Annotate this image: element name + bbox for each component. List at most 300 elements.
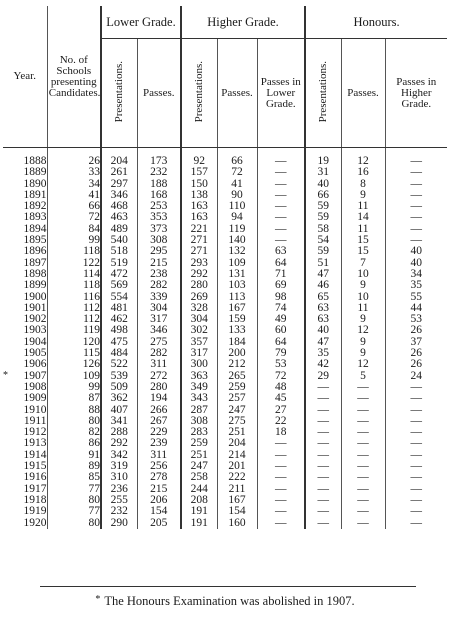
- honours-presentations-cell-value: —: [317, 380, 330, 393]
- honours-passes-cell-value: 7: [360, 256, 366, 269]
- honours-passes-in-higher-cell-value: 26: [410, 358, 423, 371]
- honours-passes-cell-value: 11: [357, 200, 369, 213]
- honours-passes-cell-value: 9: [360, 335, 366, 348]
- lower-presentations-cell-value: 554: [110, 290, 128, 303]
- honours-presentations-cell-value: 63: [317, 313, 330, 326]
- table-row: [3, 461, 447, 472]
- higher-presentations-cell-value: 271: [190, 234, 208, 247]
- year-cell-value: 1891: [23, 188, 47, 201]
- table-row: [3, 246, 447, 257]
- year-column-header: Year.: [3, 6, 47, 148]
- lower-presentations-cell-value: 475: [110, 335, 128, 348]
- honours-passes-in-higher-cell-value: —: [410, 505, 423, 518]
- honours-passes-in-higher-cell-value: —: [410, 426, 423, 439]
- honours-presentations-cell-value: 54: [317, 234, 330, 247]
- higher-passes-in-lower-cell-value: 72: [275, 369, 287, 382]
- higher-passes-cell-value: 133: [228, 324, 246, 337]
- higher-passes-cell-value: 222: [228, 471, 246, 484]
- higher-presentations-cell-value: 308: [190, 414, 208, 427]
- honours-passes-in-higher-cell-value: 44: [410, 301, 423, 314]
- honours-presentations-cell-value: —: [317, 403, 330, 416]
- higher-passes-in-lower-cell-value: —: [275, 155, 287, 167]
- honours-presentations-cell-value: 35: [317, 347, 330, 360]
- honours-passes-cell-value: 10: [357, 267, 369, 280]
- lower-passes-cell-value: 229: [150, 426, 168, 439]
- higher-passes-cell: [217, 518, 257, 529]
- lower-presentations-cell-value: 540: [110, 234, 128, 247]
- higher-passes-in-lower-cell-value: 18: [275, 426, 287, 439]
- schools-cell-value: 34: [88, 177, 100, 190]
- schools-cell-value: 85: [88, 471, 100, 484]
- lower-passes-cell-value: 194: [150, 392, 168, 405]
- higher-passes-cell-value: 159: [228, 313, 246, 326]
- higher-passes-cell-value: 214: [228, 448, 246, 461]
- honours-presentations-cell-value: —: [317, 516, 330, 529]
- year-cell-value: 1919: [23, 505, 47, 518]
- lower-presentations-cell-value: 297: [110, 177, 128, 190]
- higher-passes-cell-value: 154: [228, 505, 246, 518]
- higher-passes-cell-value: 113: [228, 290, 246, 303]
- honours-passes-cell-value: 15: [357, 234, 369, 247]
- schools-cell-value: 33: [88, 166, 100, 179]
- honours-passes-cell-value: —: [357, 448, 369, 461]
- lower-passes-cell-value: 168: [150, 188, 168, 201]
- schools-cell-value: 122: [82, 256, 100, 269]
- footnote-rule: [40, 586, 416, 587]
- honours-presentations-cell: [305, 518, 341, 529]
- higher-presentations-cell-value: 283: [190, 426, 208, 439]
- higher-passes-cell-value: 259: [228, 380, 246, 393]
- year-cell-value: 1894: [23, 222, 47, 235]
- higher-passes-cell-value: 167: [228, 301, 246, 314]
- lower-passes-cell-value: 215: [150, 482, 168, 495]
- table-row: [3, 314, 447, 325]
- honours-presentations-cell-value: —: [317, 414, 330, 427]
- honours-passes-cell-value: 11: [357, 301, 369, 314]
- honours-passes-cell-value: —: [357, 505, 369, 518]
- schools-cell-value: 126: [82, 358, 100, 371]
- honours-presentations-cell-value: 47: [317, 267, 330, 280]
- honours-passes-in-higher-cell-value: —: [410, 414, 423, 427]
- table-row: [3, 303, 447, 314]
- lower-presentations-cell-value: 498: [110, 324, 128, 337]
- honours-passes-in-higher-cell-value: 26: [410, 324, 423, 337]
- higher-passes-in-lower-cell-value: —: [275, 222, 287, 235]
- honours-passes-in-higher-cell-value: —: [410, 380, 423, 393]
- honours-presentations-cell-value: 46: [317, 279, 330, 292]
- schools-cell-value: 112: [83, 301, 100, 314]
- schools-cell-value: 99: [88, 380, 100, 393]
- higher-presentations-cell-value: 363: [190, 369, 208, 382]
- table-row: [3, 190, 447, 201]
- higher-passes-cell-value: 201: [228, 460, 246, 473]
- lower-presentations-cell-value: 232: [110, 505, 128, 518]
- footnote-text: The Honours Examination was abolished in 1907.: [104, 594, 355, 608]
- higher-presentations-cell-value: 328: [190, 301, 208, 314]
- honours-passes-cell-value: 11: [357, 222, 369, 235]
- higher-presentations-cell-value: 251: [190, 448, 208, 461]
- honours-presentations-text: Presentations.: [316, 60, 329, 123]
- higher-passes-cell-value: 160: [228, 516, 246, 529]
- higher-presentations-cell-value: 300: [190, 358, 208, 371]
- year-cell-value: 1908: [23, 380, 47, 393]
- honours-presentations-cell-value: 51: [317, 256, 330, 269]
- year-cell-value: 1897: [23, 256, 47, 269]
- lower-presentations-cell-value: 290: [110, 516, 128, 529]
- higher-passes-in-lower-cell-value: 79: [275, 347, 287, 360]
- higher-passes-in-lower-cell-value: —: [275, 234, 287, 247]
- honours-passes-cell-value: 9: [360, 279, 366, 292]
- lower-passes-cell-value: 353: [150, 211, 168, 224]
- honours-passes-in-higher-cell-value: 40: [410, 256, 423, 269]
- higher-passes-cell-value: 66: [231, 155, 243, 167]
- higher-passes-in-lower-cell-value: —: [275, 437, 287, 450]
- year-cell-value: 1910: [23, 403, 47, 416]
- schools-cell-value: 41: [88, 188, 100, 201]
- honours-presentations-cell-value: 59: [317, 200, 330, 213]
- year-cell-value: 1898: [23, 267, 47, 280]
- table-row: [3, 269, 447, 280]
- lower-passes-cell-value: 311: [150, 448, 168, 461]
- higher-passes-cell-value: 212: [228, 358, 246, 371]
- higher-presentations-cell-value: 208: [190, 493, 208, 506]
- honours-presentations-cell-value: —: [317, 482, 330, 495]
- table-row: [3, 506, 447, 517]
- higher-presentations-cell-value: 271: [190, 245, 208, 258]
- higher-presentations-cell-value: 280: [190, 279, 208, 292]
- higher-passes-cell-value: 200: [228, 347, 246, 360]
- lower-presentations-cell-value: 462: [110, 313, 128, 326]
- higher-passes-in-lower-header: [257, 39, 305, 148]
- schools-cell-value: 120: [82, 335, 100, 348]
- higher-passes-in-lower-cell-value: —: [275, 166, 287, 179]
- honours-passes-cell-value: —: [357, 414, 369, 427]
- honours-passes-cell-value: 9: [360, 313, 366, 326]
- year-cell-value: 1920: [23, 516, 47, 529]
- lower-passes-cell-value: 173: [150, 155, 168, 167]
- lower-presentations-cell-value: 362: [110, 392, 128, 405]
- schools-cell-value: 72: [88, 211, 100, 224]
- honours-passes-in-higher-cell-value: 35: [410, 279, 423, 292]
- honours-passes-in-higher-cell-value: —: [410, 155, 423, 167]
- honours-presentations-cell-value: 29: [317, 369, 330, 382]
- higher-passes-cell-value: 184: [228, 335, 246, 348]
- lower-passes-cell-value: 282: [150, 279, 168, 292]
- schools-cell-value: 86: [88, 437, 100, 450]
- higher-passes-cell-value: 41: [231, 177, 243, 190]
- lower-passes-cell-value: 215: [150, 256, 168, 269]
- honours-presentations-cell-value: —: [317, 426, 330, 439]
- lower-passes-cell-value: 232: [150, 166, 168, 179]
- honours-passes-in-higher-cell-value: —: [410, 234, 423, 247]
- honours-passes-cell-value: 12: [357, 358, 369, 371]
- footnote-star: *: [95, 594, 101, 605]
- lower-presentations-cell-value: 484: [110, 347, 128, 360]
- lower-presentations-cell-value: 255: [110, 493, 128, 506]
- schools-cell-value: 99: [88, 234, 100, 247]
- higher-presentations-text: Presentations.: [192, 60, 205, 123]
- honours-passes-cell-value: 10: [357, 290, 369, 303]
- table-row: [3, 484, 447, 495]
- lower-passes-cell-value: 282: [150, 347, 168, 360]
- table-row: [3, 382, 447, 393]
- examination-results-table: [3, 6, 447, 529]
- higher-passes-in-lower-cell-value: —: [275, 188, 287, 201]
- honours-group-header: Honours.: [305, 6, 447, 39]
- higher-passes-cell-value: 204: [228, 437, 246, 450]
- year-cell-value: 1907: [23, 369, 47, 382]
- higher-presentations-cell-value: 269: [190, 290, 208, 303]
- honours-presentations-cell-value: 59: [317, 211, 330, 224]
- honours-presentations-cell-value: —: [317, 437, 330, 450]
- higher-presentations-cell-value: 349: [190, 380, 208, 393]
- honours-presentations-cell-value: —: [317, 392, 330, 405]
- higher-presentations-cell-value: 357: [190, 335, 208, 348]
- higher-passes-in-lower-cell-value: —: [275, 482, 287, 495]
- schools-cell-value: 82: [88, 426, 100, 439]
- year-cell-value: 1893: [23, 211, 47, 224]
- higher-passes-cell-value: 257: [228, 392, 246, 405]
- honours-passes-in-higher-cell-value: —: [410, 200, 423, 213]
- lower-passes-cell-value: 272: [150, 369, 168, 382]
- lower-grade-group-header: Lower Grade.: [101, 6, 181, 39]
- honours-presentations-cell-value: 63: [317, 301, 330, 314]
- year-cell-value: 1915: [23, 460, 47, 473]
- lower-passes-cell-value: 206: [150, 493, 168, 506]
- honours-passes-cell-value: —: [357, 516, 369, 529]
- schools-cell-value: 118: [83, 279, 100, 292]
- honours-passes-in-higher-cell-value: —: [410, 482, 423, 495]
- lower-presentations-cell-value: 261: [110, 166, 128, 179]
- table-row: [3, 235, 447, 246]
- higher-passes-in-lower-cell: [257, 518, 305, 529]
- schools-cell-value: 80: [88, 493, 100, 506]
- higher-passes-header: Passes.: [217, 39, 257, 148]
- year-cell-value: 1896: [23, 245, 47, 258]
- year-cell: [3, 518, 47, 529]
- higher-presentations-cell-value: 343: [190, 392, 208, 405]
- honours-passes-in-higher-cell-value: —: [410, 471, 423, 484]
- higher-passes-in-lower-cell-value: 49: [275, 313, 287, 326]
- lower-passes-cell: [137, 518, 181, 529]
- table-row: [3, 179, 447, 190]
- year-cell-value: 1912: [23, 426, 47, 439]
- higher-presentations-header: [181, 39, 217, 148]
- higher-passes-in-lower-cell-value: —: [275, 177, 287, 190]
- lower-passes-cell-value: 154: [150, 505, 168, 518]
- higher-passes-in-lower-cell-value: 69: [275, 279, 287, 292]
- higher-presentations-cell-value: 157: [190, 166, 208, 179]
- year-cell-value: 1902: [23, 313, 47, 326]
- honours-passes-cell-value: —: [357, 403, 369, 416]
- lower-passes-cell-value: 253: [150, 200, 168, 213]
- lower-presentations-cell-value: 310: [110, 471, 128, 484]
- honours-passes-cell-value: —: [357, 426, 369, 439]
- schools-cell-value: 115: [83, 347, 100, 360]
- schools-cell-value: 66: [88, 200, 100, 213]
- lower-passes-cell-value: 238: [150, 267, 168, 280]
- table-row: [3, 292, 447, 303]
- higher-passes-in-lower-cell-value: —: [275, 211, 287, 224]
- honours-passes-cell-value: 12: [357, 324, 369, 337]
- honours-passes-in-higher-cell-value: 53: [410, 313, 423, 326]
- honours-passes-cell-value: —: [357, 482, 369, 495]
- lower-passes-cell-value: 373: [150, 222, 168, 235]
- schools-cell-value: 91: [88, 448, 100, 461]
- higher-presentations-cell-value: 163: [190, 211, 208, 224]
- higher-passes-in-lower-cell-value: 45: [275, 392, 287, 405]
- lower-presentations-cell-value: 519: [110, 256, 128, 269]
- higher-passes-in-lower-cell-value: 48: [275, 380, 287, 393]
- higher-passes-in-lower-cell-value: 53: [275, 358, 287, 371]
- higher-passes-cell-value: 90: [231, 188, 243, 201]
- year-cell-value: 1903: [23, 324, 47, 337]
- honours-presentations-cell-value: 40: [317, 324, 330, 337]
- honours-passes-in-higher-cell-value: —: [410, 211, 423, 224]
- higher-presentations-cell-value: 221: [190, 222, 208, 235]
- honours-passes-cell-value: 8: [360, 177, 366, 190]
- honours-presentations-header: [305, 39, 341, 148]
- lower-presentations-cell-value: 522: [110, 358, 128, 371]
- lower-presentations-cell-value: 341: [110, 414, 128, 427]
- honours-passes-in-higher-cell-value: —: [410, 437, 423, 450]
- higher-passes-in-lower-cell-value: 71: [275, 267, 287, 280]
- honours-passes-cell-value: 16: [357, 166, 369, 179]
- table-row: [3, 201, 447, 212]
- honours-presentations-cell-value: 42: [317, 358, 330, 371]
- higher-passes-in-lower-cell-value: 64: [275, 335, 287, 348]
- honours-presentations-cell-value: —: [317, 471, 330, 484]
- honours-passes-in-higher-cell-value: —: [410, 493, 423, 506]
- higher-passes-in-lower-cell-value: —: [275, 460, 287, 473]
- schools-cell-value: 114: [83, 267, 100, 280]
- lower-presentations-cell-value: 518: [110, 245, 128, 258]
- lower-presentations-cell-value: 463: [110, 211, 128, 224]
- higher-presentations-cell-value: 287: [190, 403, 208, 416]
- higher-passes-cell-value: 140: [228, 234, 246, 247]
- higher-presentations-cell-value: 302: [190, 324, 208, 337]
- higher-passes-in-lower-cell-value: 22: [275, 414, 287, 427]
- higher-grade-group-header: Higher Grade.: [181, 6, 305, 39]
- table-row: [3, 224, 447, 235]
- higher-presentations-cell-value: 92: [193, 155, 206, 167]
- lower-presentations-cell-value: 489: [110, 222, 128, 235]
- table-row: [3, 167, 447, 178]
- honours-presentations-cell-value: —: [317, 505, 330, 518]
- table-row: [3, 348, 447, 359]
- higher-presentations-cell-value: 258: [190, 471, 208, 484]
- year-cell-value: 1889: [23, 166, 47, 179]
- honours-passes-cell-value: 9: [360, 347, 366, 360]
- higher-presentations-cell-value: 292: [190, 267, 208, 280]
- honours-passes-in-higher-cell-value: —: [410, 177, 423, 190]
- honours-passes-in-higher-cell-value: —: [410, 460, 423, 473]
- lower-passes-cell-value: 267: [150, 414, 168, 427]
- higher-presentations-cell-value: 150: [190, 177, 208, 190]
- year-cell-value: 1895: [23, 234, 47, 247]
- honours-presentations-cell-value: 66: [317, 188, 330, 201]
- year-footnote-marker: *: [3, 369, 8, 381]
- schools-column-header: [47, 6, 101, 148]
- honours-presentations-cell-value: 40: [317, 177, 330, 190]
- table-row: [3, 518, 447, 529]
- honours-passes-cell-value: 9: [360, 188, 366, 201]
- honours-passes-cell-value: —: [357, 380, 369, 393]
- lower-presentations-cell-value: 569: [110, 279, 128, 292]
- higher-passes-in-lower-cell-value: —: [275, 471, 287, 484]
- higher-presentations-cell-value: 247: [190, 460, 208, 473]
- lower-presentations-cell-value: 472: [110, 267, 128, 280]
- table-row: [3, 258, 447, 269]
- lower-presentations-cell-value: 319: [110, 460, 128, 473]
- lower-presentations-cell-value: 236: [110, 482, 128, 495]
- lower-passes-cell-value: 304: [150, 301, 168, 314]
- honours-passes-in-higher-cell-value: 26: [410, 347, 423, 360]
- higher-passes-cell-value: 119: [228, 222, 246, 235]
- passes-in-lower-text: Passes in Lower Grade.: [260, 75, 301, 110]
- year-cell-value: 1890: [23, 177, 47, 190]
- higher-presentations-cell-value: 138: [190, 188, 208, 201]
- higher-passes-in-lower-cell-value: 60: [275, 324, 287, 337]
- honours-passes-in-higher-cell-value: 37: [410, 335, 423, 348]
- honours-presentations-cell-value: —: [317, 448, 330, 461]
- honours-passes-in-higher-cell-value: —: [410, 166, 423, 179]
- higher-presentations-cell-value: 163: [190, 200, 208, 213]
- lower-passes-cell-value: 295: [150, 245, 168, 258]
- passes-in-higher-text: Passes in Higher Grade.: [396, 75, 437, 110]
- higher-presentations-cell-value: 293: [190, 256, 208, 269]
- honours-presentations-cell-value: 59: [317, 245, 330, 258]
- honours-presentations-cell-value: —: [317, 460, 330, 473]
- higher-presentations-cell-value: 304: [190, 313, 208, 326]
- year-cell-value: 1904: [23, 335, 47, 348]
- higher-passes-cell-value: 110: [228, 200, 246, 213]
- honours-passes-cell-value: 14: [357, 211, 369, 224]
- table-row: [3, 405, 447, 416]
- table-row: [3, 280, 447, 291]
- table-row: [3, 427, 447, 438]
- table-row: [3, 325, 447, 336]
- year-cell-value: 1914: [23, 448, 47, 461]
- table-body: [3, 148, 447, 529]
- higher-passes-in-lower-cell-value: 63: [275, 245, 287, 258]
- year-cell-value: 1918: [23, 493, 47, 506]
- year-cell-value: 1916: [23, 471, 47, 484]
- honours-passes-cell-value: —: [357, 460, 369, 473]
- lower-presentations-header: [101, 39, 137, 148]
- higher-passes-in-lower-cell-value: —: [275, 493, 287, 506]
- schools-cell-value: 118: [83, 245, 100, 258]
- year-cell-value: 1900: [23, 290, 47, 303]
- lower-presentations-cell-value: 481: [110, 301, 128, 314]
- schools-cell-value: 116: [83, 290, 100, 303]
- schools-cell-value: 84: [88, 222, 100, 235]
- year-cell-value: 1906: [23, 358, 47, 371]
- higher-passes-in-lower-cell-value: 64: [275, 256, 287, 269]
- honours-presentations-cell-value: 19: [317, 155, 330, 167]
- higher-passes-in-lower-cell-value: —: [275, 200, 287, 213]
- honours-passes-cell: [341, 518, 385, 529]
- honours-passes-in-higher-header: [385, 39, 447, 148]
- higher-passes-in-lower-cell-value: 74: [275, 301, 287, 314]
- higher-presentations-cell-value: 259: [190, 437, 208, 450]
- honours-passes-in-higher-cell-value: 24: [410, 369, 423, 382]
- honours-passes-in-higher-cell-value: 55: [410, 290, 423, 303]
- schools-cell-value: 77: [88, 505, 100, 518]
- honours-presentations-cell-value: 31: [317, 166, 330, 179]
- higher-passes-cell-value: 211: [228, 482, 246, 495]
- schools-cell-value: 89: [88, 460, 100, 473]
